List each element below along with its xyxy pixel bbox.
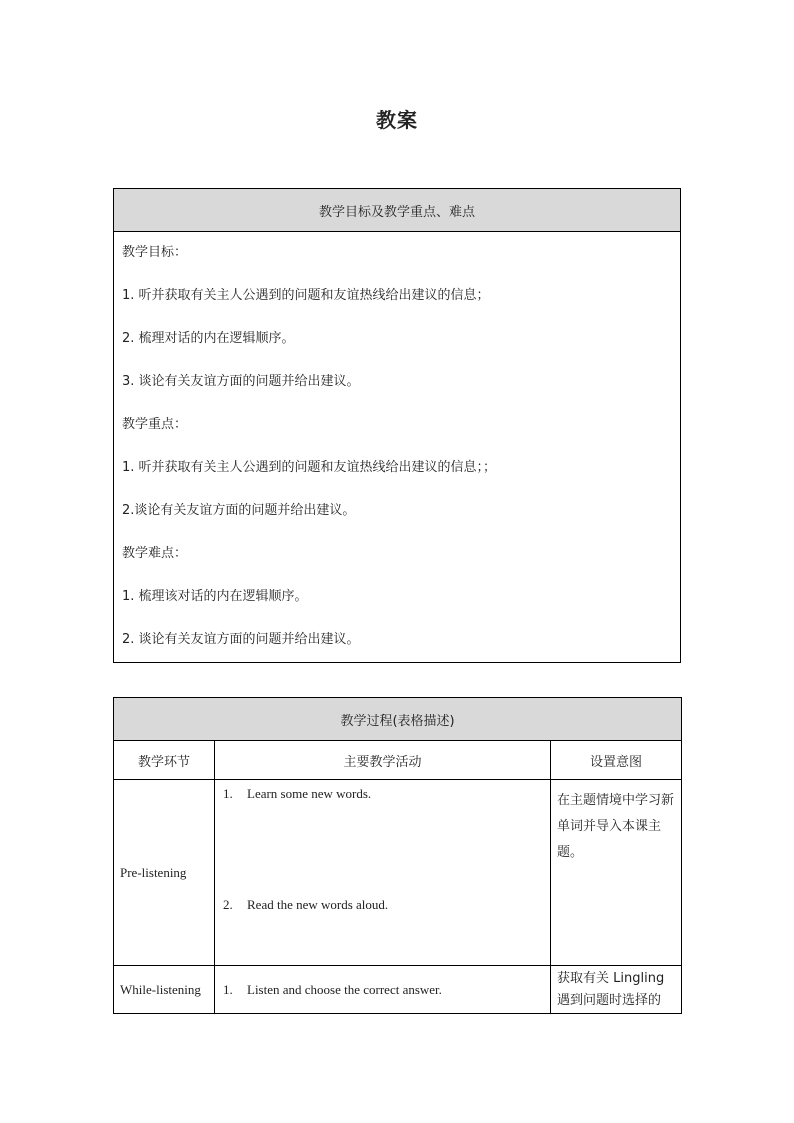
- page-title: 教案: [376, 108, 418, 132]
- activity-number: 1.: [223, 786, 233, 801]
- key-points-line: 1. 听并获取有关主人公遇到的问题和友谊热线给出建议的信息；；: [122, 460, 497, 475]
- key-points-line: 2.谈论有关友谊方面的问题并给出建议。: [122, 503, 356, 518]
- activity-item: [223, 897, 550, 913]
- objectives-line: 2. 梳理对话的内在逻辑顺序。: [122, 331, 295, 346]
- stage-cell: Pre-listening: [114, 780, 215, 966]
- difficulties-line: 2. 谈论有关友谊方面的问题并给出建议。: [122, 632, 360, 647]
- purpose-cell: 获取有关 Lingling 遇到问题时选择的: [551, 966, 682, 1014]
- column-header-activities: 主要教学活动: [215, 741, 551, 780]
- activity-item: [223, 982, 550, 998]
- column-header-purpose: 设置意图: [551, 741, 682, 780]
- difficulties-line: 教学难点：: [122, 546, 188, 561]
- objectives-line: 教学目标：: [122, 245, 188, 260]
- objectives-line: 1. 听并获取有关主人公遇到的问题和友谊热线给出建议的信息；: [122, 288, 490, 303]
- activity-number: 2.: [223, 897, 233, 912]
- process-header: 教学过程(表格描述): [114, 698, 682, 741]
- purpose-cell: 在主题情境中学习新单词并导入本课主题。: [551, 780, 682, 966]
- table-row: [114, 780, 682, 966]
- objectives-body: [114, 232, 681, 663]
- activity-text: Learn some new words.: [247, 786, 372, 801]
- key-points-line: 教学重点：: [122, 417, 188, 432]
- activity-number: 1.: [223, 981, 233, 997]
- objectives-header: 教学目标及教学重点、难点: [114, 189, 681, 232]
- difficulties-line: 1. 梳理该对话的内在逻辑顺序。: [122, 589, 308, 604]
- objectives-line: 3. 谈论有关友谊方面的问题并给出建议。: [122, 374, 360, 389]
- activity-item: [223, 786, 550, 802]
- activity-text: Listen and choose the correct answer.: [247, 981, 442, 997]
- column-header-stage: 教学环节: [114, 741, 215, 780]
- activities-cell: [215, 780, 551, 966]
- activity-text: Read the new words aloud.: [247, 897, 389, 912]
- stage-cell: While-listening: [114, 966, 215, 1014]
- objectives-table: [113, 188, 681, 663]
- process-table: [113, 697, 682, 1014]
- activities-cell: [215, 966, 551, 1014]
- table-row: [114, 966, 682, 1014]
